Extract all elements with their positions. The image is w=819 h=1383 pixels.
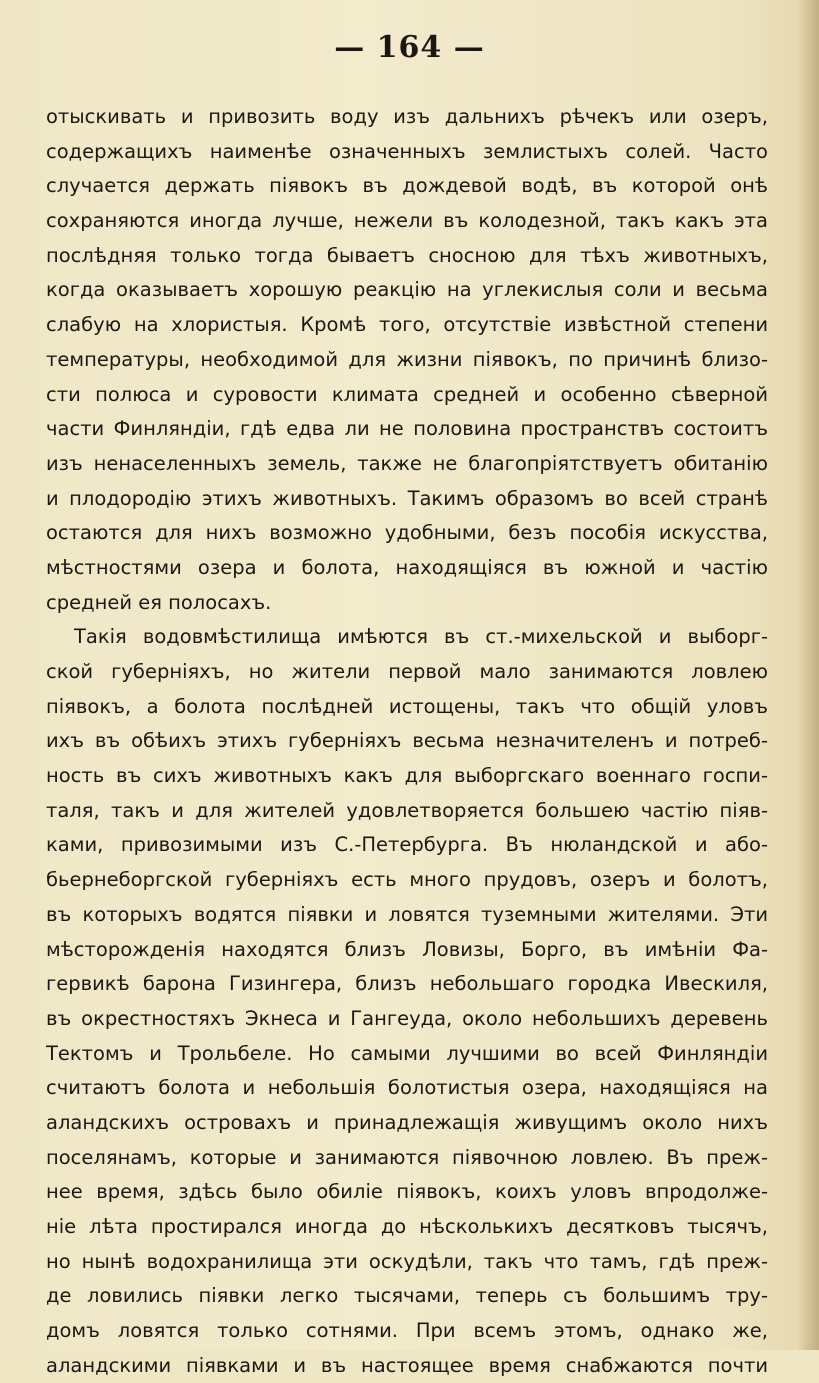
text-line: содержащихъ наименѣе означенныхъ землистыхъ солей. Часто [46,139,768,163]
text-line: мѣстностями озера и болота, находящіяся въ южной и частію [46,555,768,579]
text-line: сти полюса и суровости климата средней и особенно сѣверной [46,382,768,406]
text-line: мѣсторожденія находятся близъ Ловизы, Борго, въ имѣніи Фа- [46,937,768,961]
text-line: ской губерніяхъ, но жители первой мало занимаются ловлею [46,660,768,683]
paragraph-end-line: средней ея полосахъ. [46,590,272,614]
text-line: аландскихъ островахъ и принадлежащія живущимъ около нихъ [46,1110,768,1134]
text-line: ками, привозимыми изъ С.-Петербурга. Въ нюландской и або- [46,833,768,857]
text-line: де ловились піявки легко тысячами, теперь съ большимъ тру- [46,1284,768,1308]
text-line: домъ ловятся только сотнями. При всемъ этомъ, однако же, [46,1319,768,1343]
text-line: ихъ въ обѣихъ этихъ губерніяхъ весьма незначителенъ и потреб- [46,729,768,753]
text-line: слабую на хлористыя. Кромѣ того, отсутствіе извѣстной степени [46,313,768,337]
body-text [46,100,768,1383]
text-line: послѣдняя только тогда бываетъ сносною для тѣхъ животныхъ, [46,243,768,267]
text-line: когда оказываетъ хорошую реакцію на углекислыя соли и весьма [46,278,768,302]
text-line: сохраняются иногда лучше, нежели въ колодезной, такъ какъ эта [46,209,768,233]
text-line: отыскивать и привозить воду изъ дальнихъ рѣчекъ или озеръ, [46,105,768,128]
page-edge-shadow [797,0,819,1350]
text-line: изъ ненаселенныхъ земель, также не благопріятствуетъ обитанію [46,451,768,475]
text-line: считаютъ болота и небольшія болотистыя озера, находящіяся на [46,1076,768,1100]
text-line: остаются для нихъ возможно удобными, безъ пособія искусства, [46,521,768,545]
text-line: Тектомъ и Трольбеле. Но самыми лучшими во всей Финляндіи [46,1041,768,1065]
text-line: таля, такъ и для жителей удовлетворяется большею частію піяв- [46,798,768,822]
text-line: аландскими піявками и въ настоящее время снабжаются почти [46,1353,768,1377]
text-line: части Финляндіи, гдѣ едва ли не половина пространствъ состоитъ [46,417,768,441]
text-line: случается держать піявокъ въ дождевой водѣ, въ которой онѣ [46,174,768,198]
text-line: ніе лѣта простирался иногда до нѣсколькихъ десятковъ тысячъ, [46,1215,768,1238]
paragraph-start-line: Такія водовмѣстилища имѣются въ ст.-михельской и выборг- [74,625,768,649]
text-line: температуры, необходимой для жизни піявокъ, по причинѣ близо- [46,347,768,371]
text-line: гервикѣ барона Гизингера, близъ небольшаго городка Ивескиля, [46,972,768,996]
text-line: въ окрестностяхъ Экнеса и Гангеуда, около небольшихъ деревень [46,1006,768,1030]
text-line: и плодородію этихъ животныхъ. Такимъ образомъ во всей странѣ [46,486,768,510]
text-line: бьернеборгской губерніяхъ есть много прудовъ, озеръ и болотъ, [46,868,768,892]
text-line: поселянамъ, которые и занимаются піявочною ловлею. Въ преж- [46,1145,768,1169]
text-line: ность въ сихъ животныхъ какъ для выборгскаго военнаго госпи- [46,764,768,788]
text-line: но нынѣ водохранилища эти оскудѣли, такъ что тамъ, гдѣ преж- [46,1249,768,1273]
text-line: піявокъ, а болота послѣдней истощены, такъ что общій уловъ [46,694,768,718]
page-number: — 164 — [334,30,485,65]
text-line: нее время, здѣсь было обиліе піявокъ, коихъ уловъ впродолже- [46,1180,768,1204]
text-line: въ которыхъ водятся піявки и ловятся туземными жителями. Эти [46,902,768,926]
